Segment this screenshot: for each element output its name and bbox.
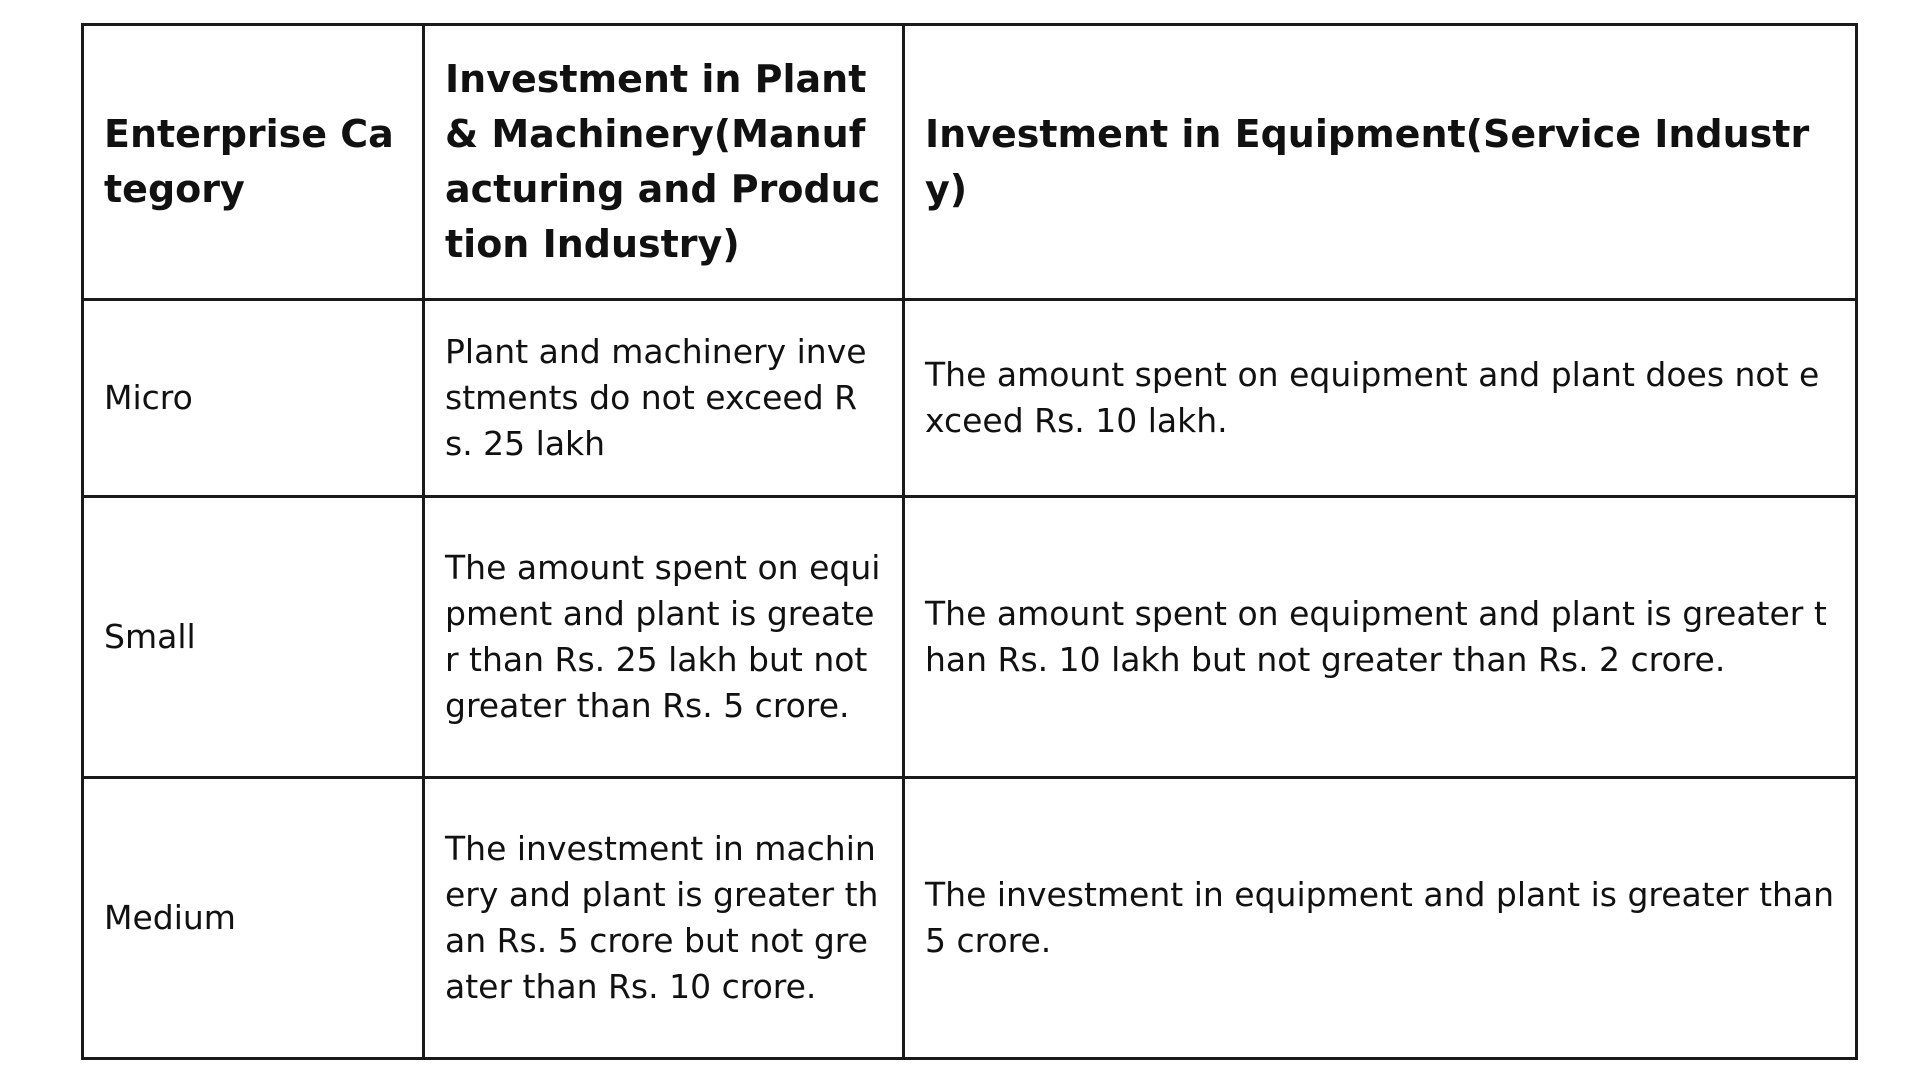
cell-service-limit: The investment in equipment and plant is greater than 5 crore. (904, 778, 1857, 1059)
header-plant-machinery-investment: Investment in Plant & Machinery(Manufacturing and Production Industry) (424, 25, 904, 300)
cell-service-limit: The amount spent on equipment and plant is greater than Rs. 10 lakh but not greater than Rs. 2 crore. (904, 497, 1857, 778)
cell-manufacturing-limit: Plant and machinery investments do not exceed Rs. 25 lakh (424, 300, 904, 497)
table-row-medium (83, 778, 1857, 1059)
cell-manufacturing-limit: The investment in machinery and plant is greater than Rs. 5 crore but not greater than Rs. 10 crore. (424, 778, 904, 1059)
msme-classification-table-container (81, 23, 1858, 1060)
table-header-row (83, 25, 1857, 300)
cell-service-limit: The amount spent on equipment and plant does not exceed Rs. 10 lakh. (904, 300, 1857, 497)
cell-category: Small (83, 497, 424, 778)
header-equipment-investment: Investment in Equipment(Service Industry) (904, 25, 1857, 300)
table-row-small (83, 497, 1857, 778)
table-row-micro (83, 300, 1857, 497)
header-enterprise-category: Enterprise Category (83, 25, 424, 300)
cell-manufacturing-limit: The amount spent on equipment and plant is greater than Rs. 25 lakh but not greater than Rs. 5 crore. (424, 497, 904, 778)
cell-category: Medium (83, 778, 424, 1059)
msme-classification-table (81, 23, 1858, 1060)
cell-category: Micro (83, 300, 424, 497)
